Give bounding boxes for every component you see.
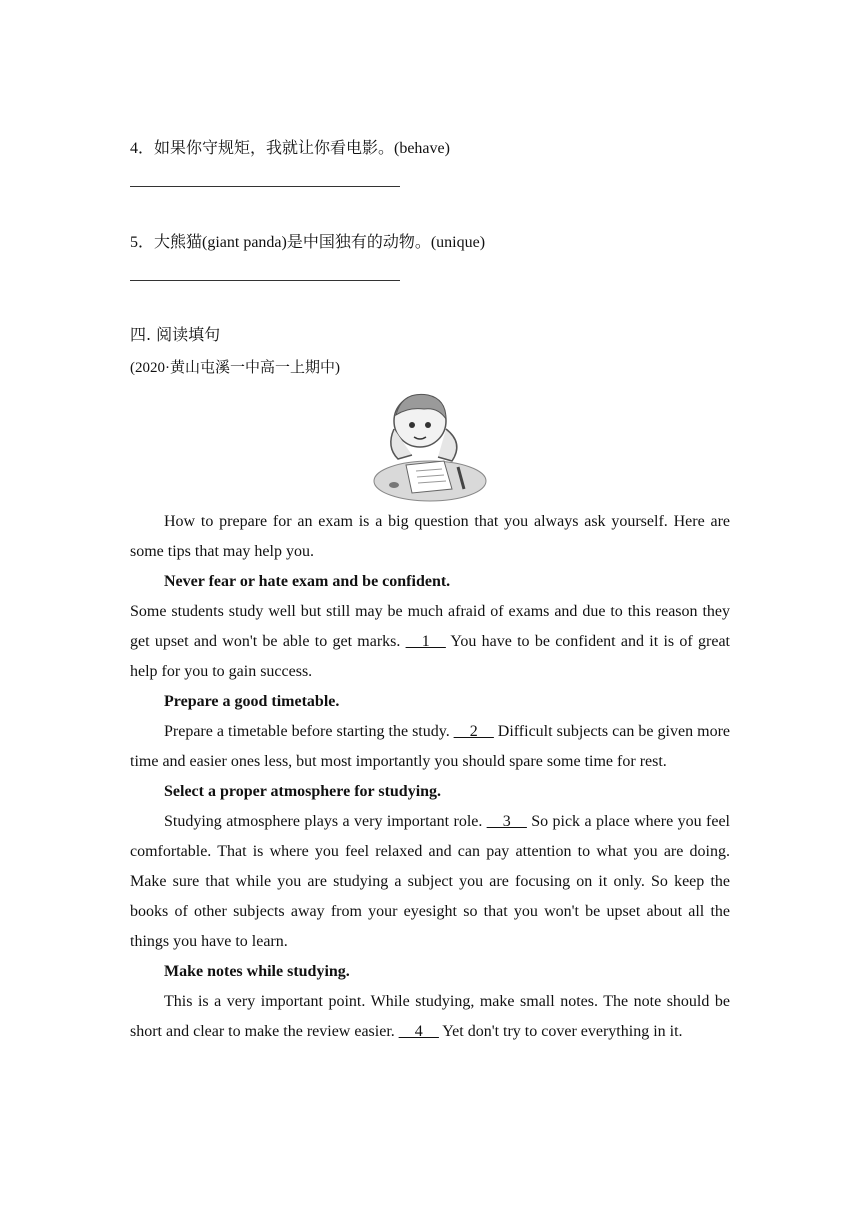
intro-paragraph: How to prepare for an exam is a big question that you always ask yourself. Here are some tips that may help you.	[130, 513, 730, 560]
question-5: 5．大熊猫(giant panda)是中国独有的动物。(unique)	[130, 234, 486, 251]
reading-passage	[130, 507, 730, 1047]
section-title: 四. 阅读填句	[130, 325, 221, 344]
tip-heading-4: Make notes while studying.	[164, 963, 350, 980]
tip-paragraph-2: Prepare a timetable before starting the study. __2__ Difficult subjects can be given more time and easier ones less, but most importantly you should spare some time for rest.	[130, 723, 730, 770]
tip-heading-1: Never fear or hate exam and be confident.	[164, 573, 451, 590]
tip-paragraph-3: Studying atmosphere plays a very important role. __3__ So pick a place where you feel comfortable. That is where you feel relaxed and can pay attention to what you are doing. Make sure that while you are studying a subject you are focusing on it only. So keep the books of other subjects away from your eyesight so that you won't be upset about all the things you have to learn.	[130, 813, 730, 950]
blank-4[interactable]: __4__	[398, 1023, 439, 1040]
blank-2[interactable]: __2__	[453, 723, 494, 740]
tip-paragraph-1: Some students study well but still may be much afraid of exams and due to this reason they get upset and won't be able to get marks. __1__ You have to be confident and it is of great help for you to gain success.	[130, 603, 730, 680]
tip-paragraph-4: This is a very important point. While studying, make small notes. The note should be short and clear to make the review easier. __4__ Yet don't try to cover everything in it.	[130, 993, 730, 1040]
tip-heading-3: Select a proper atmosphere for studying.	[164, 783, 442, 800]
section-source: (2020·黄山屯溪一中高一上期中)	[130, 360, 340, 376]
blank-1[interactable]: __1__	[405, 633, 446, 650]
answer-line-4	[130, 186, 400, 187]
answer-line-5	[130, 280, 400, 281]
boy-studying-illustration	[372, 385, 488, 503]
blank-3[interactable]: __3__	[486, 813, 527, 830]
question-4: 4．如果你守规矩，我就让你看电影。(behave)	[130, 140, 450, 157]
tip-heading-2: Prepare a good timetable.	[164, 693, 340, 710]
